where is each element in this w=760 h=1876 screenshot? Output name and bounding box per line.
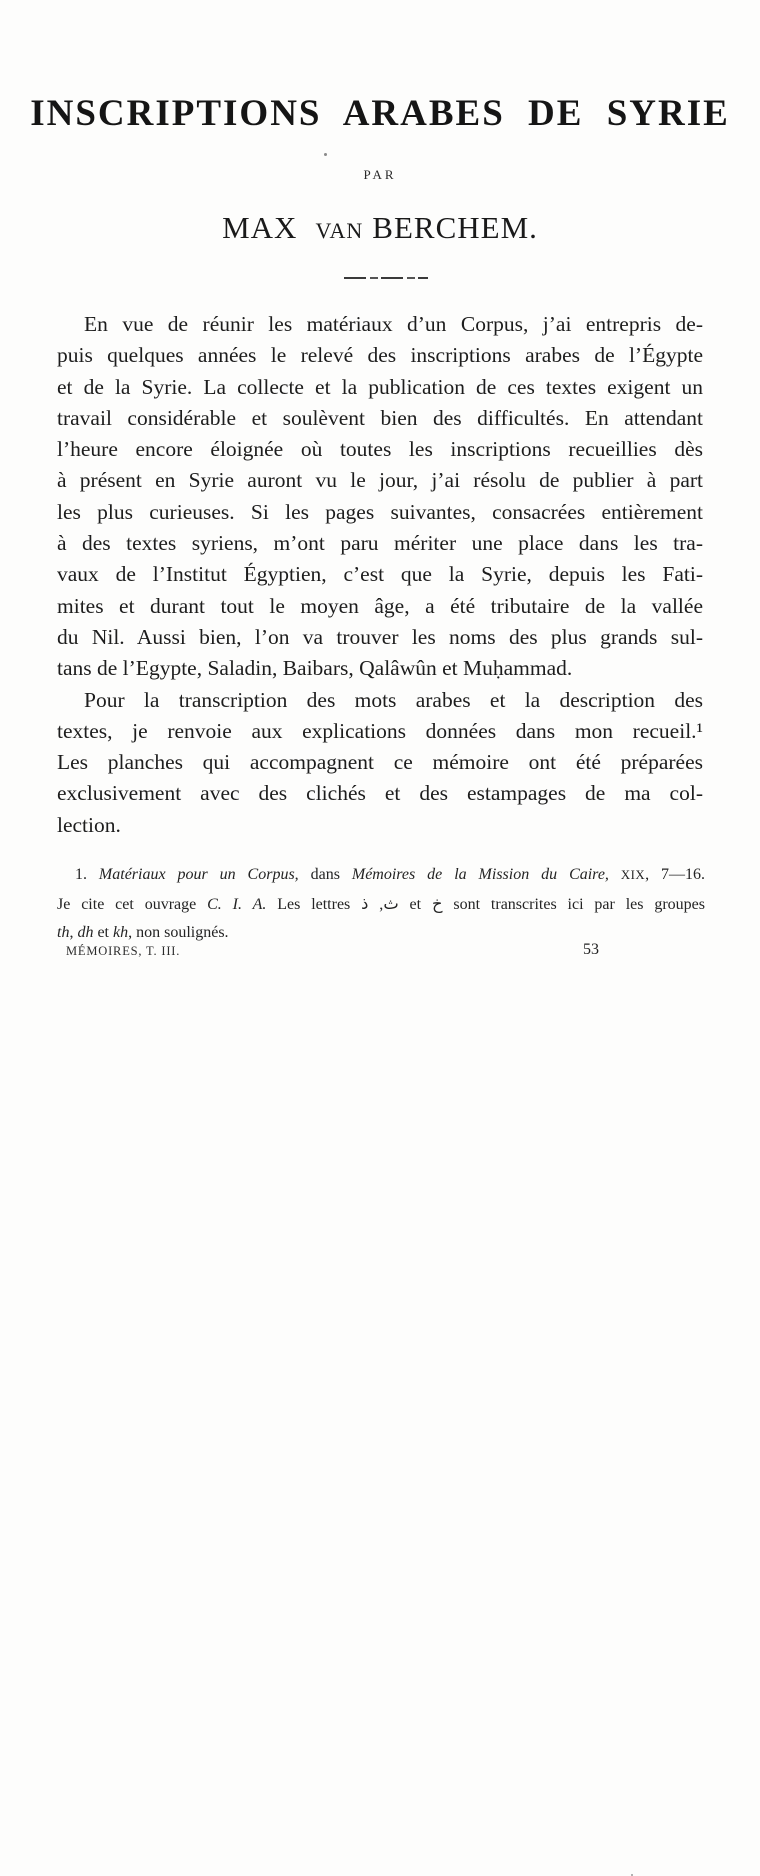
ornamental-rule [344,277,428,279]
author-particle: VAN [315,218,364,243]
cited-work-title: Matériaux pour un Corpus, [98,866,299,883]
page-title: INSCRIPTIONS ARABES DE SYRIE [30,93,730,134]
cited-series-title: Mémoires de la Mission du Caire, [351,866,609,883]
scan-speck [324,153,327,156]
paragraph1-line: En vue de réunir les matériaux d’un Corpus, j’ai entrepris de- [84,312,703,336]
footnote-number: 1. [75,866,99,883]
volume-numeral: XIX [620,868,646,882]
byline-label: PAR [363,167,397,182]
author-name [0,210,760,246]
page-number: 53 [583,941,599,958]
footnote-line: 1. Matériaux pour un Corpus, dans Mémoires de la Mission du Caire, XIX, 7—16. [75,866,706,883]
paragraph1-line: travail considérable et soulèvent bien des difficultés. En attendant [57,405,703,430]
paragraph2-line: textes, je renvoie aux explications données dans mon recueil.¹ [57,718,703,743]
footnote-line: th, dh et kh, non soulignés. [57,924,229,942]
paragraph1-line: les plus curieuses. Si les pages suivantes, consacrées entièrement [57,499,703,524]
paragraph2-line: Les planches qui accompagnent ce mémoire ont été préparées [57,750,703,775]
abbreviation: C. I. A. [207,895,267,913]
author-first: MAX [222,210,298,245]
arabic-letter-tha: ث [383,893,399,913]
arabic-letter-dhal: ذ [361,893,369,913]
main-text [57,309,703,841]
page-footer [0,941,760,963]
footnote [57,861,705,948]
footnote-line: Je cite cet ouvrage C. I. A. Les lettres ث, ذ et خ sont transcrites ici par les groupes [57,893,706,913]
paragraph2-line: Pour la transcription des mots arabes et la description des [84,687,703,712]
paragraph1-line: du Nil. Aussi bien, l’on va trouver les noms des plus grands sul- [57,624,703,649]
paragraph1-line: à présent en Syrie auront vu le jour, j’ai résolu de publier à part [57,468,703,493]
paragraph1-line: et de la Syrie. La collecte et la publication de ces textes exigent un [57,374,703,399]
series-signature: MÉMOIRES, T. III. [66,944,181,958]
paragraph2-line: lection. [57,812,121,837]
author-last: BERCHEM. [372,210,538,245]
paragraph1-line: vaux de l’Institut Égyptien, c’est que la Syrie, depuis les Fati- [57,562,703,587]
paragraph1-line: mites et durant tout le moyen âge, a été tributaire de la vallée [57,593,703,618]
paragraph1-line: l’heure encore éloignée où toutes les inscriptions recueillies dès [57,437,703,462]
paragraph2-line: exclusivement avec des clichés et des estampages de ma col- [57,781,703,806]
paragraph1-line: tans de l’Egypte, Saladin, Baibars, Qalâwûn et Muḥammad. [57,656,573,681]
paragraph1-line: à des textes syriens, m’ont paru mériter une place dans les tra- [57,531,703,556]
arabic-letter-kha: خ [431,893,443,913]
paragraph1-line: puis quelques années le relevé des inscriptions arabes de l’Égypte [57,343,703,368]
